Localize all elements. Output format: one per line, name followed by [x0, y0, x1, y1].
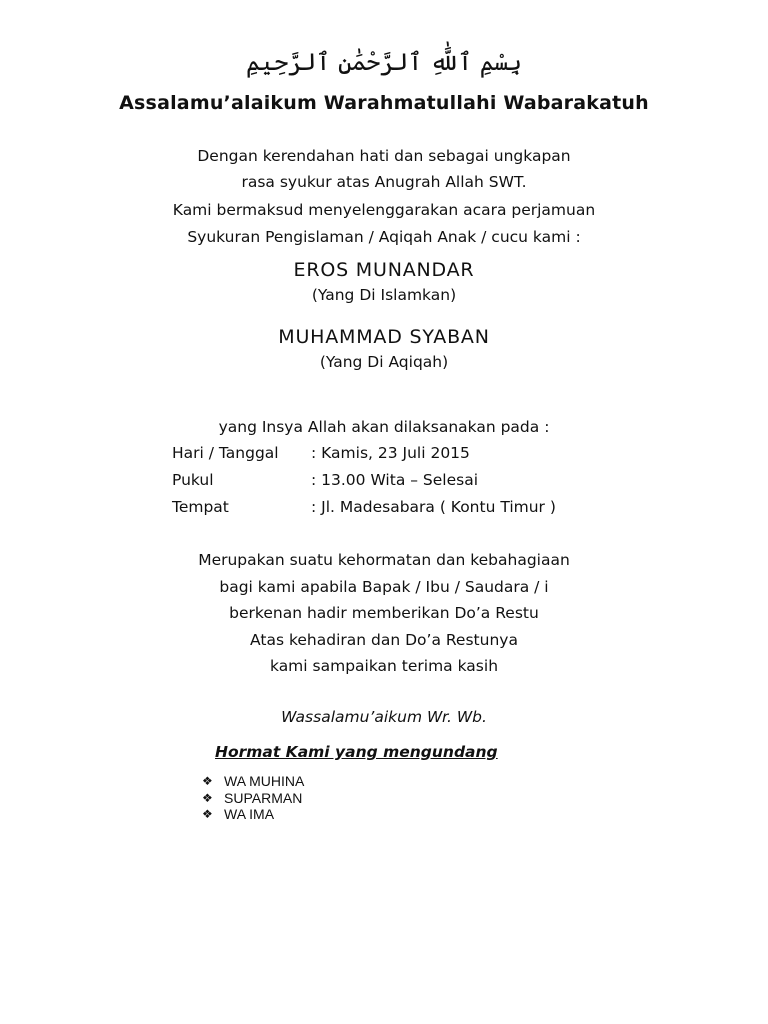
- host-item: [202, 773, 304, 790]
- intro-line-2: rasa syukur atas Anugrah Allah SWT.: [241, 173, 527, 191]
- invitation-line-1: Merupakan suatu kehormatan dan kebahagiaan: [198, 551, 570, 569]
- intro-line-3: Kami bermaksud menyelenggarakan acara perjamuan: [172, 201, 596, 219]
- host-name: WA MUHINA: [224, 773, 305, 789]
- intro-line-4: Syukuran Pengislaman / Aqiqah Anak / cucu kami :: [187, 228, 581, 246]
- intro-line-1: Dengan kerendahan hati dan sebagai ungkapan: [197, 147, 571, 165]
- greeting-heading: Assalamu’alaikum Warahmatullahi Wabarakatuh: [119, 92, 649, 114]
- bismillah-calligraphy: بِسْمِ ٱللَّٰهِ ٱلرَّحْمَٰنِ ٱلرَّحِيمِ: [245, 48, 522, 76]
- detail-label-date: Hari / Tanggal: [172, 444, 279, 462]
- honoree-name-1: EROS MUNANDAR: [293, 259, 475, 281]
- invitation-line-4: Atas kehadiran dan Do’a Restunya: [250, 631, 518, 649]
- honoree-name-2: MUHAMMAD SYABAN: [278, 326, 490, 348]
- host-name: SUPARMAN: [224, 789, 303, 806]
- closing-salutation: Wassalamu’aikum Wr. Wb.: [281, 708, 487, 726]
- invitation-line-5: kami sampaikan terima kasih: [269, 657, 499, 675]
- detail-value-place: : Jl. Madesabara ( Kontu Timur ): [311, 498, 556, 516]
- detail-label-place: Tempat: [172, 498, 229, 516]
- host-name: WA IMA: [224, 806, 275, 822]
- diamond-bullet-icon: ❖: [202, 790, 213, 805]
- host-item: [202, 806, 304, 823]
- event-intro: yang Insya Allah akan dilaksanakan pada :: [218, 418, 550, 436]
- detail-value-date: : Kamis, 23 Juli 2015: [311, 444, 470, 462]
- detail-value-time: : 13.00 Wita – Selesai: [311, 471, 479, 489]
- detail-label-time: Pukul: [172, 471, 214, 489]
- diamond-bullet-icon: ❖: [202, 774, 213, 788]
- diamond-bullet-icon: ❖: [202, 807, 213, 821]
- invitation-line-3: berkenan hadir memberikan Do’a Restu: [229, 604, 539, 622]
- invitation-line-2: bagi kami apabila Bapak / Ibu / Saudara / i: [219, 578, 549, 596]
- honoree-note-2: (Yang Di Aqiqah): [319, 353, 449, 371]
- signature-heading-text: Hormat Kami yang mengundang: [215, 743, 498, 761]
- host-list: [202, 773, 304, 823]
- signature-heading: [215, 743, 508, 761]
- host-item: [202, 790, 304, 807]
- honoree-note-1: (Yang Di Islamkan): [311, 286, 457, 304]
